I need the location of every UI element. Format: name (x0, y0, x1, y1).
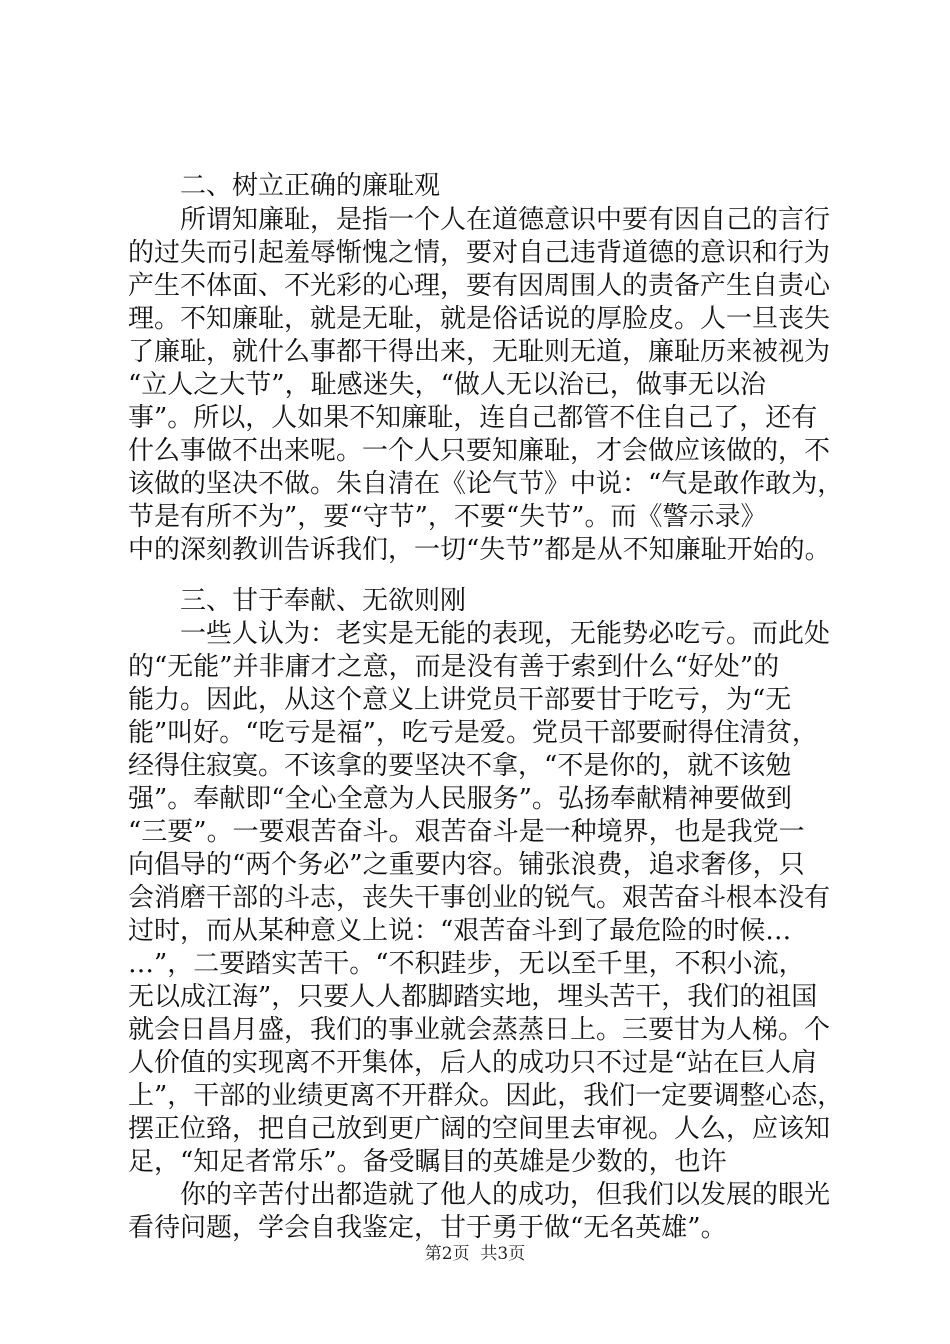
paragraph-line: 向倡导的“两个务必”之重要内容。铺张浪费，追求奢侈，只 (128, 850, 805, 880)
paragraph-line: 摆正位臵，把自己放到更广阔的空间里去审视。人么，应该知 (128, 1114, 831, 1144)
paragraph-line: 过时，而从某种意义上说：“艰苦奋斗到了最危险的时候… (128, 916, 792, 946)
paragraph-line: 什么事做不出来呢。一个人只要知廉耻，才会做应该做的，不 (128, 436, 831, 466)
paragraph-line: 理。不知廉耻，就是无耻，就是俗话说的厚脸皮。人一旦丧失 (128, 304, 831, 334)
paragraph-line: 无以成江海”，只要人人都脚踏实地，埋头苦干，我们的祖国 (128, 982, 818, 1012)
paragraph-line: 就会日昌月盛，我们的事业就会蒸蒸日上。三要甘为人梯。个 (128, 1015, 831, 1045)
paragraph-line: 了廉耻，就什么事都干得出来，无耻则无道，廉耻历来被视为 (128, 337, 831, 367)
paragraph-line: 人价值的实现离不开集体，后人的成功只不过是“站在巨人肩 (128, 1048, 818, 1078)
paragraph-line: 能力。因此，从这个意义上讲党员干部要甘于吃亏，为“无 (128, 685, 792, 715)
paragraph-line: 产生不体面、不光彩的心理，要有因周围人的责备产生自责心 (128, 271, 831, 301)
section-heading: 三、甘于奉献、无欲则刚 (180, 586, 467, 616)
section-heading: 二、树立正确的廉耻观 (180, 171, 441, 201)
paragraph-line: 看待问题，学会自我鉴定，甘于勇于做“无名英雄”。 (128, 1213, 727, 1243)
paragraph-line: 足，“知足者常乐”。备受瞩目的英雄是少数的，也许 (128, 1147, 727, 1177)
paragraph-line: 一些人认为：老实是无能的表现，无能势必吃亏。而此处 (180, 619, 831, 649)
paragraph-line: 你的辛苦付出都造就了他人的成功，但我们以发展的眼光 (180, 1180, 831, 1210)
paragraph-line: 中的深刻教训告诉我们，一切“失节”都是从不知廉耻开始的。 (128, 535, 831, 565)
paragraph-line: 强”。奉献即“全心全意为人民服务”。弘扬奉献精神要做到 (128, 784, 792, 814)
paragraph-line: 会消磨干部的斗志，丧失干事创业的锐气。艰苦奋斗根本没有 (128, 883, 831, 913)
paragraph-line: 上”，干部的业绩更离不开群众。因此，我们一定要调整心态， (128, 1081, 844, 1111)
paragraph-line: 经得住寂寞。不该拿的要坚决不拿，“不是你的，就不该勉 (128, 751, 792, 781)
paragraph-line: 事”。所以，人如果不知廉耻，连自己都管不住自己了，还有 (128, 403, 818, 433)
paragraph-line: 该做的坚决不做。朱自清在《论气节》中说：“气是敢作敢为， (128, 469, 844, 499)
paragraph-line: 能”叫好。“吃亏是福”，吃亏是爱。党员干部要耐得住清贫， (128, 718, 818, 748)
paragraph-line: “三要”。一要艰苦奋斗。艰苦奋斗是一种境界，也是我党一 (128, 817, 805, 847)
paragraph-line: …”，二要踏实苦干。“不积跬步，无以至千里，不积小流， (128, 949, 805, 979)
paragraph-line: 所谓知廉耻，是指一个人在道德意识中要有因自己的言行 (180, 205, 831, 235)
paragraph-line: 的过失而引起羞辱惭愧之情，要对自己违背道德的意识和行为 (128, 238, 831, 268)
paragraph-line: “立人之大节”，耻感迷失，“做人无以治已，做事无以治 (128, 370, 766, 400)
paragraph-line: 节是有所不为”，要“守节”，不要“失节”。而《警示录》 (128, 502, 767, 532)
paragraph-line: 的“无能”并非庸才之意，而是没有善于索到什么“好处”的 (128, 652, 780, 682)
page-number-footer: 第2页 共3页 (424, 1244, 526, 1264)
